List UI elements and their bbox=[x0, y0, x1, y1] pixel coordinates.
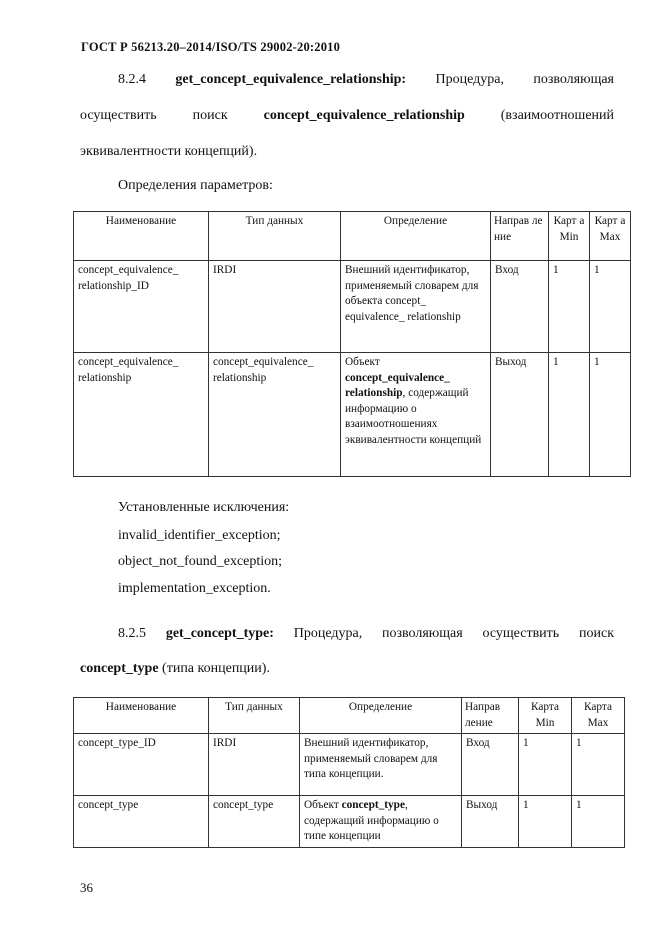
text-fragment: осуществить bbox=[80, 108, 157, 123]
col-header-definition: Определение bbox=[300, 698, 462, 734]
exception-item: implementation_exception. bbox=[118, 581, 271, 596]
table-row bbox=[74, 796, 625, 848]
col-header-definition: Определение bbox=[341, 212, 491, 261]
cell-direction: Вход bbox=[491, 261, 549, 353]
cell-direction: Выход bbox=[491, 353, 549, 477]
section-8-2-5-line2 bbox=[80, 651, 270, 687]
section-8-2-4-line3: эквивалентности концепций). bbox=[80, 144, 258, 159]
section-number: 8.2.4 bbox=[118, 72, 146, 87]
text-fragment: Объект bbox=[304, 799, 339, 811]
cell-name: concept_equivalence_ relationship bbox=[74, 353, 209, 477]
cell-definition: Внешний идентификатор, применяемый словарем для объекта concept_ equivalence_ relationship bbox=[341, 261, 491, 353]
exception-item: object_not_found_exception; bbox=[118, 554, 283, 569]
cell-type: IRDI bbox=[209, 261, 341, 353]
parameters-table-2 bbox=[73, 697, 625, 848]
cell-max: 1 bbox=[590, 353, 631, 477]
cell-max: 1 bbox=[572, 796, 625, 848]
cell-min: 1 bbox=[549, 261, 590, 353]
procedure-description: Процедура, позволяющая bbox=[435, 72, 614, 87]
exception-item: invalid_identifier_exception; bbox=[118, 528, 281, 543]
text-fragment: , содержащий информацию о взаимоотношениях эквивалентности концепций bbox=[345, 387, 482, 446]
col-header-direction: Направ ле ние bbox=[491, 212, 549, 261]
col-header-type: Тип данных bbox=[209, 212, 341, 261]
col-header-direction: Направ ление bbox=[462, 698, 519, 734]
cell-min: 1 bbox=[549, 353, 590, 477]
table-header-row bbox=[74, 698, 625, 734]
table-row bbox=[74, 734, 625, 796]
procedure-name: get_concept_type: bbox=[165, 626, 274, 641]
cell-name: concept_equivalence_ relationship_ID bbox=[74, 261, 209, 353]
col-header-min: Карт а Min bbox=[549, 212, 590, 261]
table-row bbox=[74, 261, 631, 353]
text-fragment: Объект bbox=[345, 356, 380, 368]
text-fragment: (взаимоотношений bbox=[500, 108, 615, 123]
table-row bbox=[74, 353, 631, 477]
bold-term: concept_type bbox=[341, 799, 405, 811]
cell-type: concept_type bbox=[209, 796, 300, 848]
cell-definition bbox=[341, 353, 491, 477]
table-header-row bbox=[74, 212, 631, 261]
exceptions-label: Установленные исключения: bbox=[118, 500, 290, 515]
col-header-max: Карта Max bbox=[572, 698, 625, 734]
cell-min: 1 bbox=[519, 796, 572, 848]
document-header: ГОСТ Р 56213.20–2014/ISO/TS 29002-20:2010 bbox=[81, 40, 341, 54]
section-8-2-5-line1 bbox=[80, 616, 614, 652]
bold-term: concept_type bbox=[80, 661, 159, 676]
bold-term: concept_equivalence_relationship bbox=[263, 108, 465, 123]
col-header-min: Карта Min bbox=[519, 698, 572, 734]
col-header-name: Наименование bbox=[74, 212, 209, 261]
procedure-name: get_concept_equivalence_relationship: bbox=[175, 72, 407, 87]
cell-name: concept_type_ID bbox=[74, 734, 209, 796]
section-8-2-4-line1 bbox=[80, 62, 614, 98]
cell-type: concept_equivalence_ relationship bbox=[209, 353, 341, 477]
text-fragment: поиск bbox=[192, 108, 228, 123]
col-header-name: Наименование bbox=[74, 698, 209, 734]
page-number: 36 bbox=[80, 880, 93, 895]
cell-definition: Внешний идентификатор, применяемый словарем для типа концепции. bbox=[300, 734, 462, 796]
cell-max: 1 bbox=[590, 261, 631, 353]
col-header-max: Карт а Max bbox=[590, 212, 631, 261]
parameters-table-1 bbox=[73, 211, 631, 477]
cell-definition bbox=[300, 796, 462, 848]
cell-name: concept_type bbox=[74, 796, 209, 848]
cell-direction: Вход bbox=[462, 734, 519, 796]
cell-max: 1 bbox=[572, 734, 625, 796]
cell-type: IRDI bbox=[209, 734, 300, 796]
text-fragment: , содержащий информацию о типе концепции bbox=[304, 799, 439, 842]
params-label: Определения параметров: bbox=[118, 178, 273, 193]
cell-direction: Выход bbox=[462, 796, 519, 848]
cell-min: 1 bbox=[519, 734, 572, 796]
bold-term: concept_equivalence_ relationship bbox=[345, 371, 450, 399]
procedure-description: Процедура, позволяющая осуществить поиск bbox=[293, 626, 614, 641]
section-8-2-4-line2 bbox=[80, 98, 614, 134]
col-header-type: Тип данных bbox=[209, 698, 300, 734]
text-fragment: (типа концепции). bbox=[158, 661, 270, 676]
section-number: 8.2.5 bbox=[118, 626, 146, 641]
